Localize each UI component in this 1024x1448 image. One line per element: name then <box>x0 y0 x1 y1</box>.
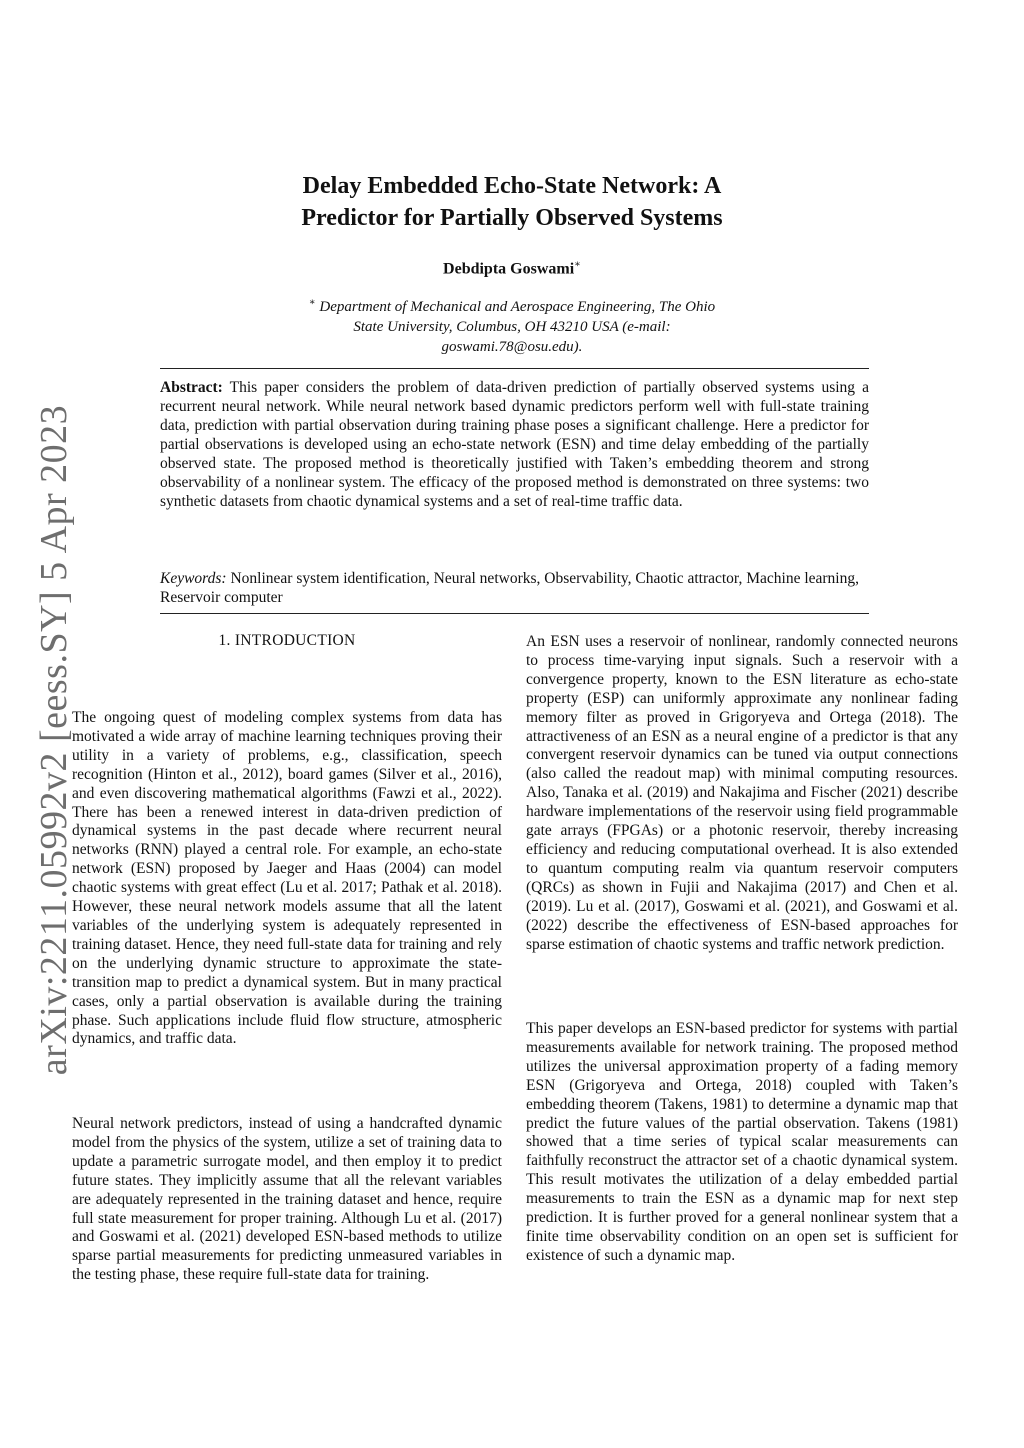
right-column-paragraph-2 <box>526 1020 958 1266</box>
abstract-top-divider <box>160 368 869 369</box>
affiliation-line-1 <box>250 293 774 317</box>
author-affiliation-mark: ∗ <box>574 259 581 270</box>
keywords-label: Keywords: <box>160 570 227 587</box>
keywords <box>160 569 869 607</box>
right-column-paragraph-1 <box>526 633 958 954</box>
abstract <box>160 378 869 511</box>
paragraph: Neural network predictors, instead of using a handcrafted dynamic model from the physics of the system, utilize a set of training data to update a parametric surrogate model, and then employ it to predict future states. They implicitly assume that all the relevant variables are adequately represented in the training dataset and hence, require full state measurement for proper training. Although Lu et al. (2017) and Goswami et al. (2021) developed ESN-based methods to utilize sparse partial measurements for predicting unmeasured variables in the testing phase, these require full-state data for training. <box>72 1115 502 1284</box>
paragraph: An ESN uses a reservoir of nonlinear, randomly connected neurons to process time-varying input signals. Such a reservoir with a convergence property, known to the ESN literature as echo-state property (ESP) can uniformly approximate any nonlinear fading memory filter as proved in Grigoryeva and Ortega (2018). The attractiveness of an ESN as a neural engine of a predictor is that any convergent reservoir dynamics can be tuned via output connections (also called the readout map) with minimal computing resources. Also, Tanaka et al. (2019) and Nakajima and Fischer (2021) describe hardware implementations of the reservoir using field programmable gate arrays (FPGAs) or a photonic reservoir, thereby increasing efficiency and reducing computational overhead. It is also extended to quantum computing realm via quantum reservoir computers (QRCs) as shown in Fujii and Nakajima (2017) and Chen et al. (2019). Lu et al. (2017), Goswami et al. (2021), and Goswami et al. (2022) describe the effectiveness of ESN-based approaches for sparse estimation of chaotic systems and traffic network prediction. <box>526 633 958 953</box>
section-heading-introduction: 1. INTRODUCTION <box>218 632 356 649</box>
paragraph: The ongoing quest of modeling complex systems from data has motivated a wide array of machine learning techniques proving their utility in a variety of problems, e.g., classification, speech recognition (Hinton et al., 2012), board games (Silver et al., 2016), and even discovering mathematical algorithms (Fawzi et al., 2022). There has been a renewed interest in data-driven prediction of dynamical systems in the past decade where recurrent neural networks (RNN) played a central role. For example, an echo-state network (ESN) proposed by Jaeger and Haas (2004) can model chaotic systems with great effect (Lu et al. 2017; Pathak et al. 2018). However, these neural network models assume that all the latent variables of the underlying system is adequately represented in training dataset. Hence, they need full-state data for training and rely on the underlying dynamic structure to approximate the state-transition map to predict a dynamical system. But in many practical cases, only a partial observation is available during the training phase. Such applications include fluid flow structure, atmospheric dynamics, and traffic data. <box>72 709 502 1048</box>
title-line-1: Delay Embedded Echo-State Network: A <box>302 173 722 199</box>
affiliation <box>250 293 774 357</box>
left-column-paragraph-2 <box>72 1115 502 1285</box>
left-column-paragraph-1 <box>72 709 502 1049</box>
arxiv-identifier: arXiv:2211.05992v2 [eess.SY] 5 Apr 2023 <box>33 404 75 1076</box>
affiliation-line-1-text: Department of Mechanical and Aerospace Engineering, The Ohio <box>315 299 716 315</box>
author-block <box>160 254 864 280</box>
title-line-2: Predictor for Partially Observed Systems <box>301 205 723 231</box>
paper-title <box>160 170 864 234</box>
keywords-text: Nonlinear system identification, Neural networks, Observability, Chaotic attractor, Machine learning, Reservoir computer <box>160 570 859 606</box>
abstract-text: This paper considers the problem of data-driven prediction of partially observed systems using a recurrent neural network. While neural network based dynamic predictors perform well with full-state training data, prediction with partial observation during training phase poses a significant challenge. Here a predictor for partial observations is developed using an echo-state network (ESN) and time delay embedding of the partially observed state. The proposed method is theoretically justified with Taken’s embedding theorem and strong observability of a nonlinear system. The efficacy of the proposed method is demonstrated on three systems: two synthetic datasets from chaotic dynamical systems and a set of real-time traffic data. <box>160 379 869 510</box>
author-name: Debdipta Goswami <box>443 260 575 278</box>
paragraph: This paper develops an ESN-based predictor for systems with partial measurements available for network training. The proposed method utilizes the universal approximation property of a fading memory ESN (Grigoryeva and Ortega, 2018) coupled with Taken’s embedding theorem (Takens, 1981) to determine a dynamic map that predict the future values of the partial observation. Takens (1981) showed that a time series of typical scalar measurements can faithfully reconstruct the attractor set of a chaotic dynamical system. This result motivates the utilization of a delay embedded partial measurements to train the ESN as a dynamic map for next step prediction. It is further proved for a general nonlinear system that a finite time observability condition on an open set is sufficient for existence of such a dynamic map. <box>526 1020 958 1264</box>
affiliation-mark: ∗ <box>308 297 316 308</box>
abstract-label: Abstract: <box>160 379 223 396</box>
affiliation-line-3: goswami.78@osu.edu). <box>441 339 583 355</box>
affiliation-line-2: State University, Columbus, OH 43210 USA (e-mail: <box>353 319 671 335</box>
abstract-bottom-divider <box>160 613 869 614</box>
